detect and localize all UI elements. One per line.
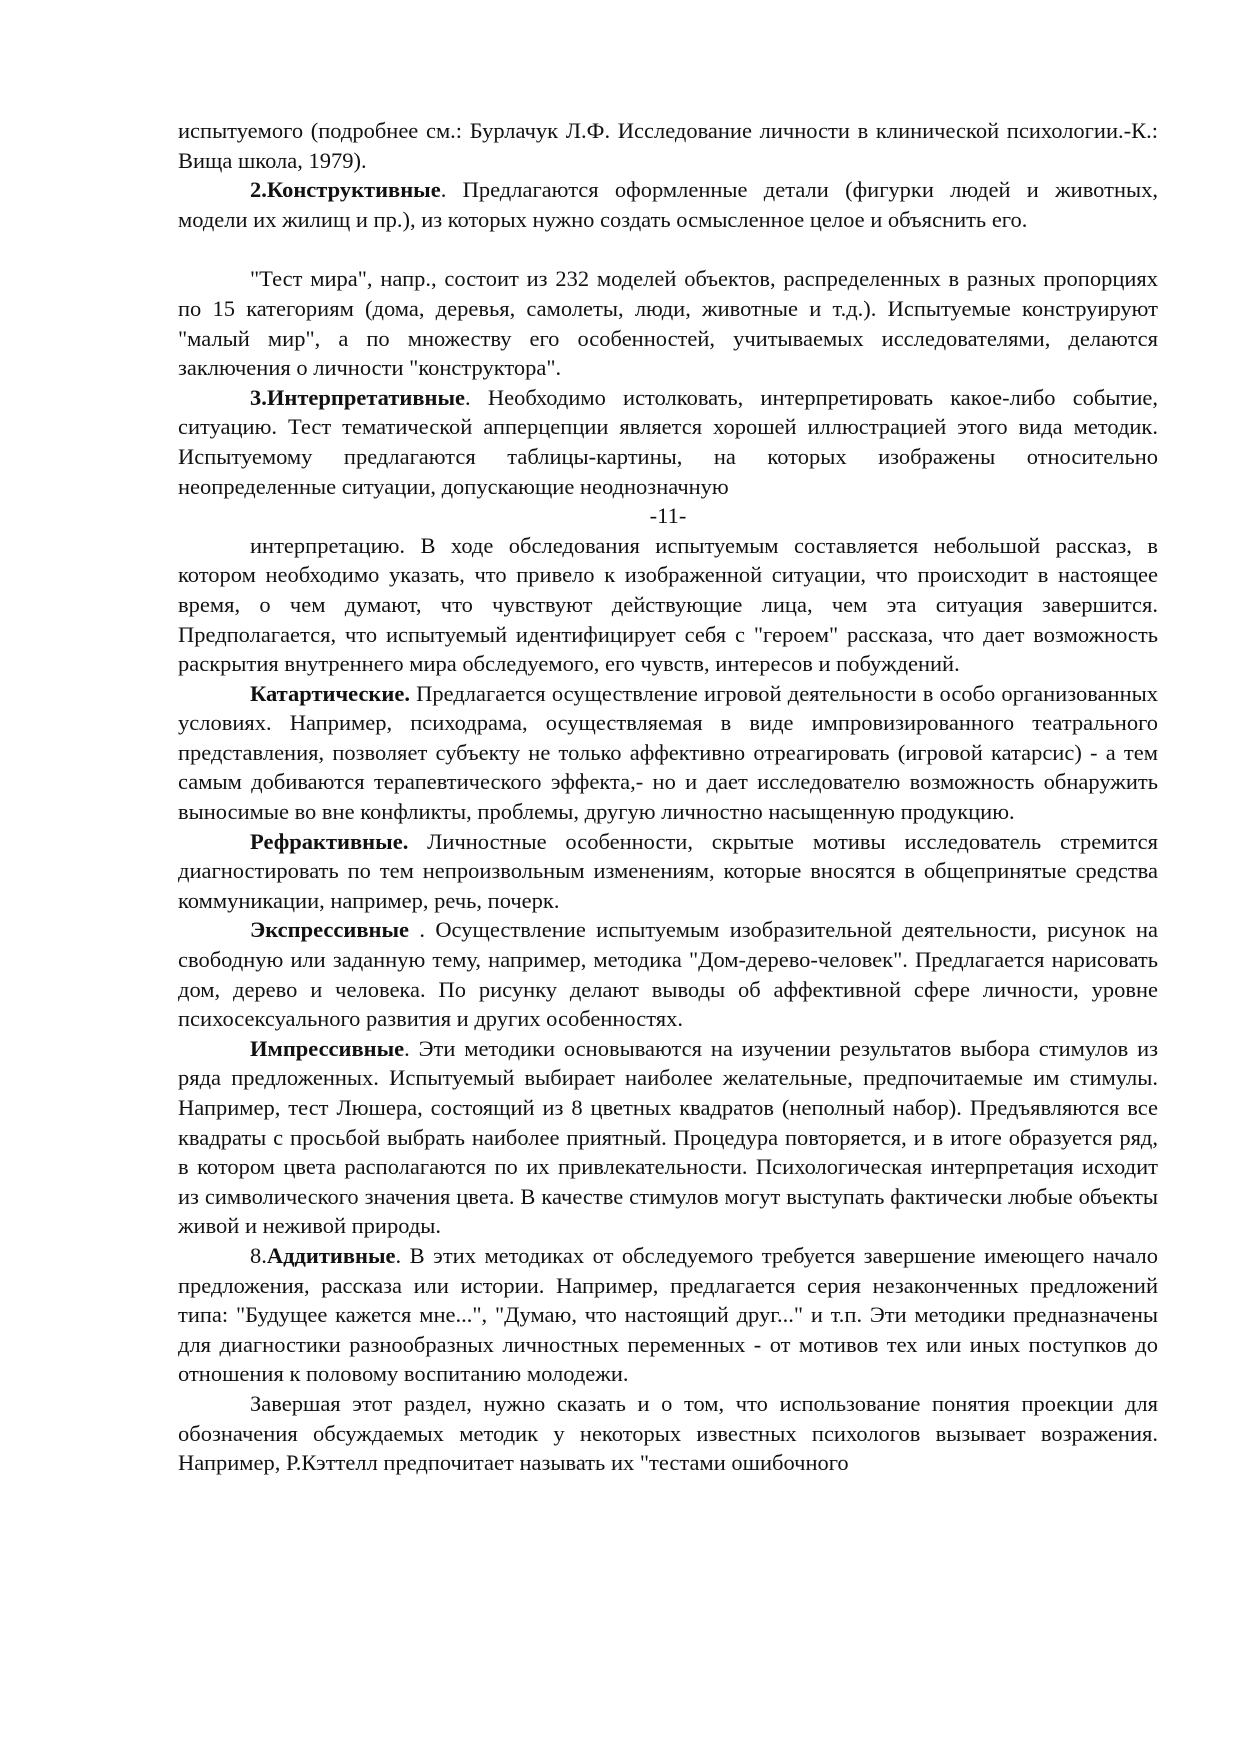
paragraph-continuation bbox=[178, 116, 1158, 175]
term-additive: Аддитивные bbox=[266, 1242, 396, 1268]
paragraph-interpretative bbox=[178, 383, 1158, 501]
term-expressive: Экспрессивные bbox=[250, 917, 409, 943]
paragraph-conclusion bbox=[178, 1389, 1158, 1478]
paragraph-additive bbox=[178, 1241, 1158, 1389]
paragraph-text: Личностные особенности, скрытые мотивы исследователь стремится диагностировать по тем непроизвольным изменениям, которые вносятся в общепринятые средства коммуникации, например, речь, почерк. bbox=[178, 828, 1158, 913]
paragraph-constructive bbox=[178, 175, 1158, 234]
paragraph-text: . Необходимо истолковать, интерпретировать какое-либо событие, ситуацию. Тест тематической апперцепции является хорошей иллюстрацией этого вида методик. Испытуемому предлагаются таблицы-картины, на которых изображены относительно неопределенные ситуации, допускающие неоднозначную bbox=[178, 384, 1158, 499]
paragraph-impressive bbox=[178, 1034, 1158, 1241]
term-constructive: 2.Конструктивные bbox=[250, 177, 441, 203]
paragraph-text: . В этих методиках от обследуемого требуется завершение имеющего начало предложения, рассказа или истории. Например, предлагается серия незаконченных предложений типа: "Будущее кажется мне...", "Думаю, что настоящий друг..." и т.п. Эти методики предназначены для диагностики разнообразных личностных переменных - от мотивов тех или иных поступков до отношения к половому воспитанию молодежи. bbox=[178, 1242, 1158, 1387]
paragraph-expressive bbox=[178, 915, 1158, 1033]
term-interpretative: 3.Интерпретативные bbox=[250, 384, 466, 410]
paragraph-interpretation-continued bbox=[178, 531, 1158, 679]
paragraph-cathartic bbox=[178, 679, 1158, 827]
paragraph-refractive bbox=[178, 827, 1158, 916]
term-impressive: Импрессивные bbox=[250, 1035, 405, 1061]
paragraph-text: . Эти методики основываются на изучении результатов выбора стимулов из ряда предложенных. Испытуемый выбирает наиболее желательные, предпочитаемые им стимулы. Например, тест Люшера, состоящий из 8 цветных квадратов (неполный набор). Предъявляются все квадраты с просьбой выбрать наиболее приятный. Процедура повторяется, и в итоге образуется ряд, в котором цвета располагаются по их привлекательности. Психологическая интерпретация исходит из символического значения цвета. В качестве стимулов могут выступать фактически любые объекты живой и неживой природы. bbox=[178, 1035, 1158, 1239]
paragraph-text: "Тест мира", напр., состоит из 232 моделей объектов, распределенных в разных пропорциях по 15 категориям (дома, деревья, самолеты, люди, животные и т.д.). Испытуемые конструируют "малый мир", а по множеству его особенностей, учитываемых исследователями, делаются заключения о личности "конструктора". bbox=[178, 266, 1158, 381]
paragraph-text: испытуемого (подробнее см.: Бурлачук Л.Ф. Исследование личности в клинической психологии.-К.: Вища школа, 1979). bbox=[178, 118, 1158, 173]
term-refractive: Рефрактивные. bbox=[250, 828, 409, 854]
term-cathartic: Катартические. bbox=[250, 680, 410, 706]
paragraph-text: Завершая этот раздел, нужно сказать и о том, что использование понятия проекции для обозначения обсуждаемых методик у некоторых известных психологов вызывает возражения. Например, Р.Кэттелл предпочитает называть их "тестами ошибочного bbox=[178, 1390, 1158, 1476]
paragraph-world-test bbox=[178, 264, 1158, 382]
paragraph-text: . Осуществление испытуемым изобразительной деятельности, рисунок на свободную или заданную тему, например, методика "Дом-дерево-человек". Предлагается нарисовать дом, дерево и человека. По рисунку делают выводы об аффективной сфере личности, уровне психосексуального развития и других особенностях. bbox=[178, 917, 1158, 1032]
page-number: -11- bbox=[649, 503, 687, 529]
blank-line bbox=[178, 234, 1158, 264]
paragraph-text: интерпретацию. В ходе обследования испытуемым составляется небольшой рассказ, в котором необходимо указать, что привело к изображенной ситуации, что происходит в настоящее время, о чем думают, что чувствуют действующие лица, чем эта ситуация завершится. Предполагается, что испытуемый идентифицирует себя с "героем" рассказа, что дает возможность раскрытия внутреннего мира обследуемого, его чувств, интересов и побуждений. bbox=[178, 532, 1158, 677]
paragraph-text: . Предлагаются оформленные детали (фигурки людей и животных, модели их жилищ и пр.), из которых нужно создать осмысленное целое и объяснить его. bbox=[178, 177, 1158, 232]
item-number: 8. bbox=[250, 1242, 267, 1268]
document-page bbox=[178, 116, 1158, 1478]
paragraph-text: Предлагается осуществление игровой деятельности в особо организованных условиях. Например, психодрама, осуществляемая в виде импровизированного театрального представления, позволяет субъекту не только аффективно отреагировать (игровой катарсис) - а тем самым добиваются терапевтического эффекта,- но и дает исследователю возможность обнаружить выносимые во вне конфликты, проблемы, другую личностно насыщенную продукцию. bbox=[178, 680, 1158, 825]
